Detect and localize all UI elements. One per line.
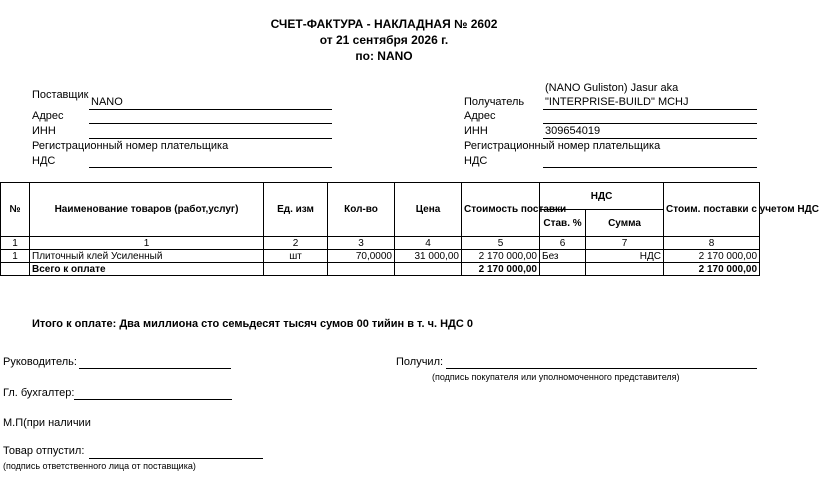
header-unit: Ед. изм xyxy=(264,183,328,237)
col-number: 1 xyxy=(1,237,30,250)
document-basis: по: NANO xyxy=(355,49,413,63)
header-num: № xyxy=(1,183,30,237)
col-number: 3 xyxy=(328,237,395,250)
recipient-address-label: Адрес xyxy=(464,110,496,122)
col-number: 6 xyxy=(540,237,586,250)
header-total: Стоим. поставки с учетом НДС xyxy=(664,183,760,237)
col-number: 8 xyxy=(664,237,760,250)
row-num: 1 xyxy=(1,250,30,263)
row-price: 31 000,00 xyxy=(395,250,462,263)
supplier-nds-underline xyxy=(89,167,332,168)
supplier-inn-label: ИНН xyxy=(32,125,56,137)
supplier-nds-label: НДС xyxy=(32,155,56,167)
released-label: Товар отпустил: xyxy=(3,445,85,457)
received-label: Получил: xyxy=(396,356,444,368)
released-note: (подпись ответственного лица от поставщика) xyxy=(3,461,196,471)
director-signature-line xyxy=(79,368,231,369)
recipient-underline xyxy=(543,109,757,110)
goods-table xyxy=(0,182,819,276)
row-name: Плиточный клей Усиленный xyxy=(30,250,264,263)
total-with-nds: 2 170 000,00 xyxy=(664,263,760,276)
recipient-reg-label: Регистрационный номер плательщика xyxy=(464,140,661,152)
col-number: 2 xyxy=(264,237,328,250)
total-label: Всего к оплате xyxy=(30,263,264,276)
accountant-signature-line xyxy=(74,399,232,400)
document-title: СЧЕТ-ФАКТУРА - НАКЛАДНАЯ № 2602 xyxy=(270,17,498,31)
header-cost: Стоимость поставки xyxy=(462,183,540,237)
supplier-address-underline xyxy=(89,123,332,124)
col-number: 5 xyxy=(462,237,540,250)
row-cost: 2 170 000,00 xyxy=(462,250,540,263)
received-note: (подпись покупателя или уполномоченного представителя) xyxy=(432,372,680,382)
director-label: Руководитель: xyxy=(3,356,77,368)
document-date: от 21 сентября 2026 г. xyxy=(319,33,449,47)
accountant-label: Гл. бухгалтер: xyxy=(3,387,75,399)
header-nds: НДС xyxy=(540,183,664,210)
recipient-inn-label: ИНН xyxy=(464,125,488,137)
col-number: 4 xyxy=(395,237,462,250)
recipient-value-line2: "INTERPRISE-BUILD" MCHJ xyxy=(545,96,689,108)
row-total: 2 170 000,00 xyxy=(664,250,760,263)
header-qty: Кол-во xyxy=(328,183,395,237)
supplier-inn-underline xyxy=(89,138,332,139)
header-name: Наименование товаров (работ,услуг) xyxy=(30,183,264,237)
released-signature-line xyxy=(89,458,263,459)
supplier-value: NANO xyxy=(91,96,123,108)
recipient-nds-label: НДС xyxy=(464,155,488,167)
recipient-label: Получатель xyxy=(464,96,525,108)
header-nds-sum: Сумма xyxy=(586,210,664,237)
header-nds-rate: Став. % xyxy=(540,210,586,237)
row-nds-rate: Без xyxy=(540,250,586,263)
col-number: 7 xyxy=(586,237,664,250)
header-price: Цена xyxy=(395,183,462,237)
row-nds-sum: НДС xyxy=(586,250,664,263)
row-qty: 70,0000 xyxy=(328,250,395,263)
recipient-inn-value: 309654019 xyxy=(545,125,601,137)
received-signature-line xyxy=(446,368,757,369)
recipient-nds-underline xyxy=(543,167,757,168)
total-cost: 2 170 000,00 xyxy=(462,263,540,276)
total-row xyxy=(1,263,760,276)
stamp-label: М.П(при наличии xyxy=(3,417,91,429)
amount-in-words: Итого к оплате: Два миллиона сто семьдесят тысяч сумов 00 тийин в т. ч. НДС 0 xyxy=(32,318,473,330)
supplier-reg-label: Регистрационный номер плательщика xyxy=(32,140,229,152)
col-number: 1 xyxy=(30,237,264,250)
supplier-underline xyxy=(89,109,332,110)
recipient-address-underline xyxy=(543,123,757,124)
recipient-inn-underline xyxy=(543,138,757,139)
supplier-address-label: Адрес xyxy=(32,110,64,122)
supplier-label: Поставщик xyxy=(32,89,89,101)
recipient-value-line1: (NANO Guliston) Jasur aka xyxy=(545,82,679,94)
row-unit: шт xyxy=(264,250,328,263)
table-row xyxy=(1,250,760,263)
